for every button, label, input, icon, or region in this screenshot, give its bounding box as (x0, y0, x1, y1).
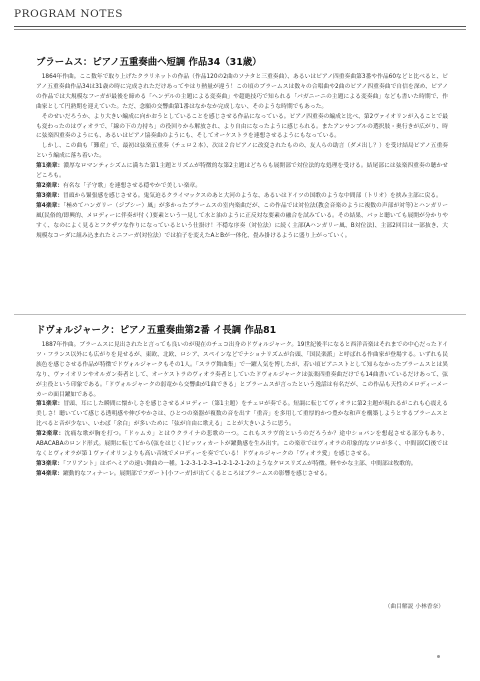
header-rule-thin (14, 29, 466, 30)
brahms-movement-4 (36, 202, 448, 242)
dvorak-title: ドヴォルジャーク：ピアノ五重奏曲第2番 イ長調 作品81 (36, 325, 277, 336)
page-header-title: PROGRAM NOTES (14, 8, 124, 20)
movement-label: 第1楽章： (36, 401, 64, 408)
movement-text: 冒頭から緊張感を感じさせる。鬼気迫るクライマックスのあと大河のような、あるいはドイツの国歌のような中間部（トリオ）を挟み主部に戻る。 (63, 192, 442, 199)
dvorak-movement-4 (36, 470, 448, 480)
brahms-paragraph-2: そのせいだろうか、より大きい編成に向かおうとしていることを感じさせる作品になっている。ピアノ四重奏の編成と比べ、第2ヴァイオリンが入ることで最も変わったのはヴィオラで、「線の下の力持ち」の役回りから解放され、より自由になったように感じられる。またアンサンブルの選択肢・奥行きが広がり、時に弦楽四重奏のようにも、あるいはピアノ協奏曲のようにも、そしてオーケストラを連想させるようにもなっている。 (36, 113, 448, 140)
section-divider (14, 314, 466, 315)
dvorak-movement-2 (36, 430, 448, 460)
movement-text: 濃厚なロマンティシズムに満ちた第1主題とリズムが特徴的な第2主題はどちらも展開部で対位法的な処理を受ける。結尾部には弦楽四重奏の聴かせどころも。 (36, 163, 448, 180)
movement-label: 第1楽章： (36, 163, 64, 170)
author-credit: （曲目解説 小林香奈） (384, 604, 444, 610)
page-mark (437, 655, 440, 658)
dvorak-movement-1 (36, 400, 448, 430)
dvorak-paragraph-1: 1887年作曲。ブラームスに見出されたと言っても良いのが現在のチェコ出身のドヴォルジャーク。19世紀後半になると西洋音楽はそれまでの中心だったドイツ・フランス以外にも広がりを見せるが、東欧、北欧、ロシア、スペインなどでナショナリズムが台頭、「国民楽派」と呼ばれる作曲家が登場する。いずれも民族色を感じさせる作品が特徴でドヴォルジャークもその1人。「スラヴ舞曲集」で一躍人気を博したが、若い頃ピアニストとして知らなかったブラームスとは異なり、ヴァイオリンやオルガン奏者として、オーケストラのヴィオラ奏者としていたドヴォルジャークは弦楽四重奏曲だけでも14曲書いているだけあって、弦が主役という印象である。「ドヴォルジャークの弱竜から交響曲が1曲できる」とブラームスが言ったという逸話は有名だが、この作品も天性のメロディーメーカーの面目躍如である。 (36, 342, 448, 398)
movement-text: 躍動的なフィナーレ。展開部でフガート(小フーガ)が出てくるところはブラームスの影響を感じさせる。 (63, 470, 331, 477)
movement-text: 有名な「子守歌」を連想させる穏やかで美しい楽章。 (63, 182, 202, 189)
header-rule (14, 26, 466, 27)
movement-label: 第2楽章： (36, 182, 64, 189)
brahms-movement-1 (36, 162, 448, 182)
movement-text: 沈痛な歌が胸を打つ。「ドゥムカ」とはウクライナの悲歌の一つ。これもスラヴ的というのだろうか？途中ショパンを想起させる部分もあり、ABACABAのロンド形式。展開に転じてから(弦をはじく)ピッツィカートが躍動感を生み出す。この楽章ではヴィオラの印象的なソロが多く、中間部(C)後ではなくとヴィオラが第１ヴァイオリンよりも高い音域でメロディーを奏でている！ドヴォルジャークの「ヴィオラ愛」を感じさせる。 (36, 431, 448, 457)
movement-label: 第3楽章： (36, 460, 64, 467)
movement-label: 第4楽章： (36, 202, 64, 209)
movement-text: 冒頭、耳にした瞬間に懐かしさを感じさせるメロディー（第1主題）をチェロが奏でる。短調に転じてヴィオラに第2主題が現れるがこれも心震える美しさ！聴いていて感じる透明感や伸びやかさは、ひとつの楽器が複数の音を出す「重音」を多用して重厚的かつ豊かな和声を構築しようとするブラームスと比べると音が少ない、いわば「余白」が多いために「弦が自由に歌える」ことが大きいように思う。 (36, 401, 448, 428)
brahms-paragraph-1: 1864年作曲。ここ数年で取り上げたクラリネットの作品（作品120の2曲のソナタと三重奏曲）、あるいはピアノ四重奏曲第3番や作品60などと比べると、ピアノ五重奏曲作品34は31歳の時に完成されただけあってやはり熱量が違う！この頃のブラームスは数々の合唱曲や2曲のピアノ四重奏曲で自信を深め、ピアノの作品では大規模なフーガが最後を締める「ヘンデルの主題による変奏曲」や超絶技巧で知られる「パガニーニの主題による変奏曲」なども書いた時期で、作曲家として円熟期を迎えていた。ただ、念願の交響曲第1番はなかなか完成しない、そのような時期でもあった。 (36, 74, 448, 110)
movement-text: 「極めてハンガリー（ジプシー）風」が多かったブラームスの室内楽曲だが、この作品では対位法(教会音楽のように複数の声部が対等)とハンガリー風(民俗的/即興的、メロディーに伴奏が付く)要素という一見して水と油のように正反対な要素の融合を試みている。その結果、パッと聴いても展開が分かりやすく、なのによく見るとフクザツな作りになっているという仕掛け！不穏な序奏（対位法）に続く主部(Aハンガリー風、B対位法)、主部2回目は一部抜き、大規模なコーダに組み込まれたミニフーガ(対位法）では拍子を変えたAとBが一体化、畳み掛けるように盛り上がっていく。 (36, 202, 448, 239)
brahms-movement-2 (36, 182, 448, 192)
brahms-movement-3 (36, 192, 448, 202)
movement-text: 「フリアント」はボヘミアの速い舞曲の一種。1-2-3-1-2-3→1-2-1-2-1-2のようなクロスリズムが特徴。軽やかな主部、中間部は牧歌的。 (63, 460, 417, 467)
movement-label: 第3楽章： (36, 192, 64, 199)
movement-label: 第4楽章： (36, 470, 64, 477)
movement-label: 第2楽章： (36, 431, 65, 438)
dvorak-section (36, 322, 448, 480)
dvorak-movement-3 (36, 460, 448, 470)
brahms-title: ブラームス：ピアノ五重奏曲ヘ短調 作品34（31歳） (36, 57, 262, 68)
brahms-paragraph-3: しかし、この曲も「難産」で、最初は弦楽五重奏（チェロ２本）、次は２台ピアノに改変されたものの、友人らの助言（ダメ出し？）を受け結局ピアノ五重奏という編成に落ち着いた。 (36, 143, 448, 160)
brahms-section (36, 54, 448, 241)
